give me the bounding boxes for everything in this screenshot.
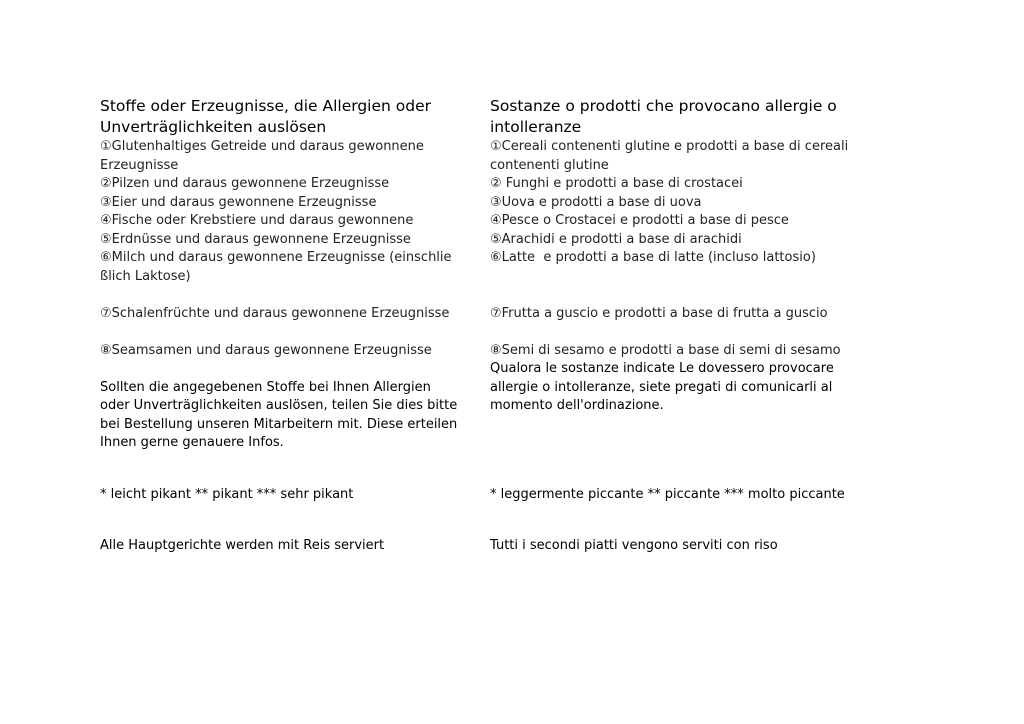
italian-column [490,96,862,416]
italian-allergen-item-7: ⑦Frutta a guscio e prodotti a base di frutta a guscio [490,305,828,321]
italian-allergen-item-6: ⑥Latte e prodotti a base di latte (incluso lattosio) [490,250,816,265]
german-allergen-item-5: ⑤Erdnüsse und daraus gewonnene Erzeugnisse [100,231,411,247]
italian-allergen-list [490,138,862,360]
german-allergen-item-1: ①Glutenhaltiges Getreide und daraus gewonnene Erzeugnisse [100,139,424,173]
german-allergen-item-4: ④Fische oder Krebstiere und daraus gewonnene [100,213,414,228]
italian-allergy-notice: Qualora le sostanze indicate Le dovessero provocare allergie o intolleranze, siete pregati di comunicarli al momento dell'ordinazione. [490,361,834,413]
german-heading-line1: Stoffe oder Erzeugnisse, die Allergien oder [100,97,431,115]
german-allergen-item-7: ⑦Schalenfrüchte und daraus gewonnene Erzeugnisse [100,305,450,321]
german-allergen-item-8: ⑧Seamsamen und daraus gewonnene Erzeugnisse [100,342,432,358]
german-rice-note: Alle Hauptgerichte werden mit Reis serviert [100,538,385,553]
italian-allergen-item-5: ⑤Arachidi e prodotti a base di arachidi [490,231,742,247]
german-allergen-item-3: ③Eier und daraus gewonnene Erzeugnisse [100,194,377,210]
italian-heading-line1: Sostanze o prodotti che provocano allergie o [490,97,837,115]
italian-allergen-item-2: ② Funghi e prodotti a base di crostacei [490,176,743,191]
german-heading [100,96,472,138]
italian-allergen-item-4: ④Pesce o Crostacei e prodotti a base di pesce [490,213,789,228]
italian-rice-note: Tutti i secondi piatti vengono serviti con riso [490,538,778,553]
german-column [100,96,472,453]
italian-heading-line2: intolleranze [490,118,582,136]
german-spice-legend: * leicht pikant ** pikant *** sehr pikant [100,487,354,502]
italian-spice-legend: * leggermente piccante ** piccante *** molto piccante [490,487,845,502]
german-allergy-notice: Sollten die angegebenen Stoffe bei Ihnen Allergien oder Unverträglichkeiten auslösen, teilen Sie dies bitte bei Bestellung unseren Mitarbeitern mit. Diese erteilen Ihnen gerne genauere Infos. [100,379,458,450]
italian-allergen-item-8: ⑧Semi di sesamo e prodotti a base di semi di sesamo [490,342,841,358]
german-allergen-list [100,138,472,360]
italian-heading [490,96,862,138]
german-allergen-item-6: ⑥Milch und daraus gewonnene Erzeugnisse (einschlie ßlich Laktose) [100,250,452,284]
german-heading-line2: Unverträglichkeiten auslösen [100,118,327,136]
italian-allergen-item-1: ①Cereali contenenti glutine e prodotti a base di cereali contenenti glutine [490,139,849,173]
german-allergen-item-2: ②Pilzen und daraus gewonnene Erzeugnisse [100,176,390,191]
italian-allergen-item-3: ③Uova e prodotti a base di uova [490,194,702,210]
